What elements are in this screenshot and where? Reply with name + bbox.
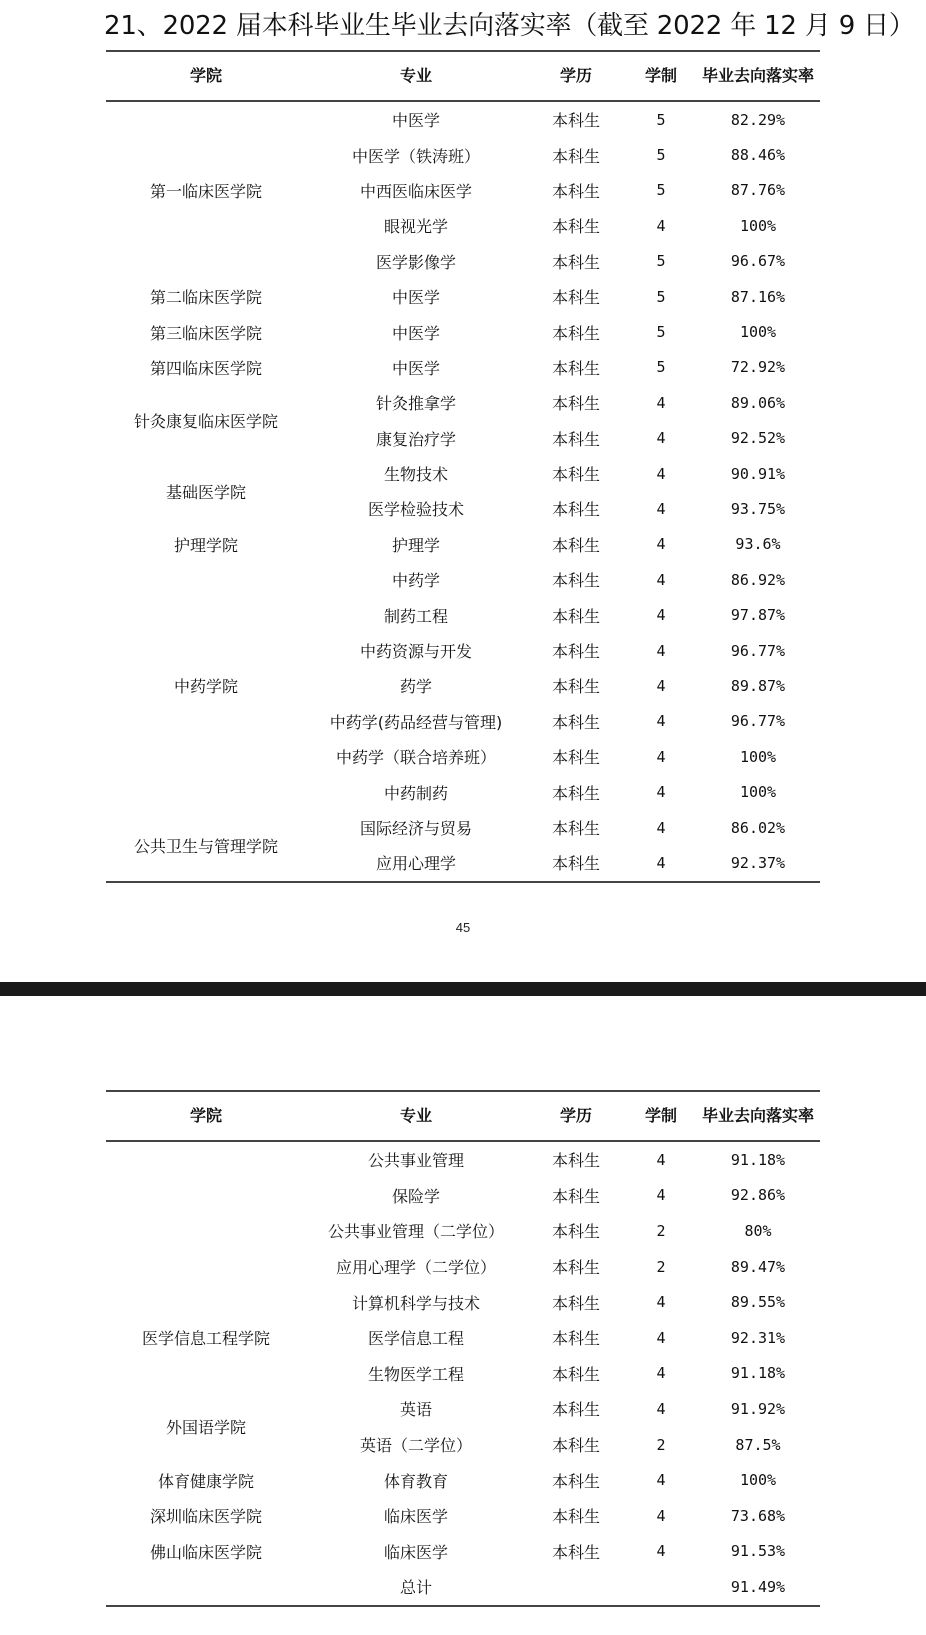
degree-cell: 本科生 — [551, 1471, 600, 1491]
table-row — [106, 1534, 820, 1570]
college-cell: 第三临床医学院 — [149, 323, 262, 343]
duration-cell: 4 — [656, 1150, 666, 1169]
major-cell: 公共事业管理（二学位） — [327, 1222, 504, 1242]
duration-cell — [626, 1569, 696, 1606]
header-duration: 学制 — [644, 1106, 677, 1125]
major-cell: 医学信息工程 — [367, 1329, 464, 1349]
major-cell: 保险学 — [391, 1186, 440, 1206]
major-cell: 生物医学工程 — [367, 1364, 464, 1384]
duration-cell: 2 — [656, 1221, 666, 1240]
header-college: 学院 — [189, 1106, 222, 1125]
table-header-row — [106, 51, 820, 101]
major-cell: 体育教育 — [383, 1471, 448, 1491]
rate-cell: 73.68% — [730, 1506, 786, 1525]
duration-cell: 2 — [656, 1257, 666, 1276]
degree-cell: 本科生 — [551, 252, 600, 272]
degree-cell: 本科生 — [551, 465, 600, 485]
header-rate: 毕业去向落实率 — [701, 66, 814, 85]
major-cell: 制药工程 — [383, 606, 448, 626]
page-title: 21、2022 届本科毕业生毕业去向落实率（截至 2022 年 12 月 9 日） — [104, 11, 915, 41]
college-cell: 针灸康复临床医学院 — [133, 412, 278, 432]
major-cell: 国际经济与贸易 — [359, 819, 472, 838]
degree-cell: 本科生 — [551, 748, 600, 768]
duration-cell: 4 — [656, 1506, 666, 1525]
duration-cell: 2 — [656, 1435, 666, 1454]
duration-cell: 4 — [656, 1399, 666, 1418]
duration-cell: 5 — [656, 181, 666, 200]
major-cell: 针灸推拿学 — [375, 394, 456, 414]
rate-cell: 91.18% — [730, 1150, 786, 1169]
header-college: 学院 — [189, 66, 222, 85]
table-row — [106, 1569, 820, 1606]
duration-cell: 5 — [656, 146, 666, 165]
rate-cell: 91.53% — [730, 1542, 786, 1561]
degree-cell: 本科生 — [551, 1400, 600, 1420]
degree-cell: 本科生 — [551, 677, 600, 697]
major-cell: 中药学 — [391, 571, 440, 591]
duration-cell: 5 — [656, 358, 666, 377]
rate-cell: 91.18% — [730, 1364, 786, 1383]
header-rate: 毕业去向落实率 — [701, 1106, 814, 1125]
degree-cell: 本科生 — [551, 1186, 600, 1206]
degree-cell: 本科生 — [551, 1151, 600, 1171]
duration-cell: 4 — [656, 641, 666, 660]
major-cell: 中药学（联合培养班） — [335, 748, 496, 768]
duration-cell: 4 — [656, 676, 666, 695]
rate-cell: 89.87% — [730, 676, 786, 695]
table-row — [106, 562, 820, 597]
duration-cell: 4 — [656, 747, 666, 766]
table-header-row — [106, 1091, 820, 1141]
graduation-rate-table — [106, 50, 820, 883]
duration-cell: 4 — [656, 464, 666, 483]
duration-cell: 5 — [656, 252, 666, 271]
major-cell: 中药学(药品经营与管理) — [329, 712, 503, 732]
major-cell: 中药资源与开发 — [359, 642, 472, 662]
college-cell: 中药学院 — [173, 677, 238, 697]
major-cell: 公共事业管理 — [367, 1151, 464, 1171]
college-cell: 第四临床医学院 — [149, 358, 262, 378]
degree-cell: 本科生 — [551, 606, 600, 626]
college-cell: 深圳临床医学院 — [149, 1507, 262, 1527]
page-number: 45 — [455, 920, 471, 935]
degree-cell: 本科生 — [551, 854, 600, 874]
rate-cell: 90.91% — [730, 464, 786, 483]
rate-cell: 92.31% — [730, 1328, 786, 1347]
major-cell: 中医学 — [391, 323, 440, 343]
major-cell: 英语 — [399, 1400, 432, 1420]
major-cell: 护理学 — [391, 535, 440, 555]
college-cell: 体育健康学院 — [157, 1471, 254, 1491]
table-row — [106, 810, 820, 845]
degree-cell: 本科生 — [551, 642, 600, 662]
table-row — [106, 456, 820, 491]
header-degree: 学历 — [559, 1106, 592, 1125]
degree-cell: 本科生 — [551, 146, 600, 166]
major-cell: 中医学 — [391, 358, 440, 378]
rate-cell: 82.29% — [730, 110, 786, 129]
rate-cell: 96.77% — [730, 641, 786, 660]
degree-cell: 本科生 — [551, 1436, 600, 1456]
major-cell: 眼视光学 — [383, 217, 448, 237]
degree-cell: 本科生 — [551, 288, 600, 308]
header-major: 专业 — [399, 66, 432, 85]
major-cell: 英语（二学位） — [359, 1436, 472, 1456]
degree-cell: 本科生 — [551, 1293, 600, 1313]
major-cell: 应用心理学（二学位） — [335, 1258, 496, 1278]
rate-cell: 89.55% — [730, 1293, 786, 1312]
rate-cell: 89.06% — [730, 393, 786, 412]
major-cell: 医学影像学 — [375, 252, 456, 272]
rate-cell: 72.92% — [730, 358, 786, 377]
duration-cell: 4 — [656, 1328, 666, 1347]
header-major: 专业 — [399, 1106, 432, 1125]
rate-cell: 100% — [739, 323, 777, 342]
table-row — [106, 279, 820, 314]
college-cell: 护理学院 — [173, 535, 238, 555]
degree-cell: 本科生 — [551, 1258, 600, 1278]
duration-cell: 4 — [656, 853, 666, 872]
table-row — [106, 101, 820, 137]
duration-cell: 4 — [656, 499, 666, 518]
rate-cell: 87.76% — [730, 181, 786, 200]
degree-cell: 本科生 — [551, 394, 600, 414]
college-cell: 佛山临床医学院 — [149, 1542, 262, 1562]
duration-cell: 5 — [656, 287, 666, 306]
college-cell: 公共卫生与管理学院 — [133, 836, 278, 856]
degree-cell: 本科生 — [551, 181, 600, 201]
rate-cell: 100% — [739, 747, 777, 766]
duration-cell: 5 — [656, 323, 666, 342]
table-row — [106, 1284, 820, 1320]
degree-cell — [526, 1569, 626, 1606]
table-row — [106, 385, 820, 420]
header-degree: 学历 — [559, 66, 592, 85]
major-cell: 医学检验技术 — [367, 500, 464, 520]
college-cell: 第二临床医学院 — [149, 288, 262, 308]
header-duration: 学制 — [644, 66, 677, 85]
duration-cell: 4 — [656, 1293, 666, 1312]
major-cell: 临床医学 — [383, 1542, 448, 1562]
table-row — [106, 527, 820, 562]
rate-cell: 92.52% — [730, 429, 786, 448]
rate-cell: 86.92% — [730, 570, 786, 589]
table-row — [106, 314, 820, 349]
duration-cell: 4 — [656, 1542, 666, 1561]
rate-cell: 80% — [744, 1221, 772, 1240]
duration-cell: 4 — [656, 216, 666, 235]
degree-cell: 本科生 — [551, 712, 600, 732]
college-cell: 第一临床医学院 — [149, 181, 262, 201]
degree-cell: 本科生 — [551, 1542, 600, 1562]
page-break-divider — [0, 982, 926, 996]
table-row — [106, 1498, 820, 1534]
rate-cell: 92.37% — [730, 853, 786, 872]
rate-cell: 87.16% — [730, 287, 786, 306]
degree-cell: 本科生 — [551, 1222, 600, 1242]
college-cell — [106, 1569, 306, 1606]
rate-cell: 92.86% — [730, 1186, 786, 1205]
duration-cell: 4 — [656, 783, 666, 802]
college-cell: 外国语学院 — [165, 1418, 246, 1438]
rate-cell: 100% — [739, 1471, 777, 1490]
major-cell: 计算机科学与技术 — [351, 1293, 480, 1313]
major-cell: 生物技术 — [383, 465, 448, 485]
duration-cell: 4 — [656, 1364, 666, 1383]
major-cell: 中医学 — [391, 111, 440, 131]
degree-cell: 本科生 — [551, 1364, 600, 1384]
college-cell — [106, 1141, 306, 1284]
rate-cell: 93.6% — [735, 535, 781, 554]
duration-cell: 4 — [656, 535, 666, 554]
rate-cell: 86.02% — [730, 818, 786, 837]
table-row — [106, 1462, 820, 1498]
duration-cell: 4 — [656, 393, 666, 412]
major-cell: 药学 — [399, 677, 432, 697]
duration-cell: 4 — [656, 570, 666, 589]
degree-cell: 本科生 — [551, 217, 600, 237]
duration-cell: 4 — [656, 818, 666, 837]
rate-cell: 96.67% — [730, 252, 786, 271]
major-cell: 中西医临床医学 — [359, 181, 472, 201]
degree-cell: 本科生 — [551, 1507, 600, 1527]
duration-cell: 4 — [656, 1186, 666, 1205]
rate-cell: 87.5% — [735, 1435, 781, 1454]
degree-cell: 本科生 — [551, 111, 600, 131]
college-cell: 基础医学院 — [165, 482, 246, 502]
rate-cell: 88.46% — [730, 146, 786, 165]
degree-cell: 本科生 — [551, 500, 600, 520]
major-cell: 中药制药 — [383, 783, 448, 803]
college-cell: 医学信息工程学院 — [141, 1329, 270, 1349]
rate-cell: 100% — [739, 783, 777, 802]
major-cell: 临床医学 — [383, 1507, 448, 1527]
rate-cell: 91.49% — [730, 1577, 786, 1596]
degree-cell: 本科生 — [551, 819, 600, 838]
duration-cell: 4 — [656, 1471, 666, 1490]
degree-cell: 本科生 — [551, 358, 600, 378]
graduation-rate-table-continued — [106, 1090, 820, 1607]
table-row — [106, 350, 820, 385]
duration-cell: 4 — [656, 712, 666, 731]
duration-cell: 4 — [656, 429, 666, 448]
major-cell: 康复治疗学 — [375, 429, 456, 449]
major-cell: 总计 — [399, 1578, 432, 1598]
degree-cell: 本科生 — [551, 535, 600, 555]
table-row — [106, 1391, 820, 1427]
degree-cell: 本科生 — [551, 783, 600, 803]
rate-cell: 96.77% — [730, 712, 786, 731]
table-row — [106, 1141, 820, 1178]
rate-cell: 100% — [739, 216, 777, 235]
degree-cell: 本科生 — [551, 429, 600, 449]
rate-cell: 91.92% — [730, 1399, 786, 1418]
major-cell: 应用心理学 — [375, 854, 456, 874]
duration-cell: 4 — [656, 606, 666, 625]
degree-cell: 本科生 — [551, 323, 600, 343]
degree-cell: 本科生 — [551, 1329, 600, 1349]
degree-cell: 本科生 — [551, 571, 600, 591]
rate-cell: 97.87% — [730, 606, 786, 625]
rate-cell: 93.75% — [730, 499, 786, 518]
rate-cell: 89.47% — [730, 1257, 786, 1276]
major-cell: 中医学 — [391, 288, 440, 308]
duration-cell: 5 — [656, 110, 666, 129]
major-cell: 中医学（铁涛班） — [351, 146, 480, 166]
